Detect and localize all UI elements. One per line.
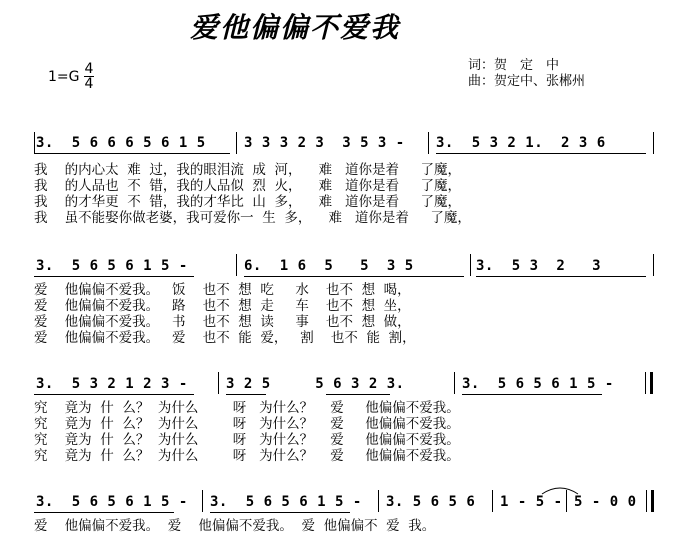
key-signature [48,62,94,91]
song-title: 爱他偏偏不爱我 [190,11,401,44]
time-signature [84,62,95,91]
beam-underline [34,276,194,277]
lyric-line: 爱 他偏偏不爱我。 饭 也不 想 吃 水 也不 想 喝， [34,282,411,298]
final-barline-thick [651,490,654,512]
beam-underline [326,394,390,395]
barline [218,372,219,394]
repeat-barline [645,372,646,394]
barline [454,372,455,394]
measure-notes: 3. 5 6 5 6 [386,494,476,510]
beam-underline [34,394,194,395]
beam-underline [226,394,266,395]
lyric-line: 我 的内心太 难 过，我的眼泪流 成 河， 难 道你是着 了魔， [34,162,461,178]
barline [202,490,203,512]
lyric-line: 我 的人品也 不 错，我的人品似 烈 火， 难 道你是看 了魔， [34,178,461,194]
tie-arc [540,484,580,496]
measure-notes: 3 3 3 2 3 3 5 3 - [244,135,405,151]
beam-underline [34,153,230,154]
barline [378,490,379,512]
beam-underline [462,394,602,395]
lyric-line: 我 虽不能娶你做老婆，我可爱你一 生 多， 难 道你是着 了魔， [34,210,471,226]
measure-notes: 3. 5 3 2 1 2 3 - [36,376,188,392]
measure-notes: 1 - 5 - [500,494,563,510]
composer-credit: 曲：贺定中、张郴州 [468,74,586,89]
lyric-line: 究 竟为 什 么？ 为什么 呀 为什么？ 爱 他偏偏不爱我。 [34,432,460,448]
lyric-line: 爱 他偏偏不爱我。 爱 他偏偏不爱我。 爱 他偏偏不 爱 我。 [34,518,436,534]
lyric-line: 究 竟为 什 么？ 为什么 呀 为什么？ 爱 他偏偏不爱我。 [34,400,460,416]
time-signature-top: 4 [84,61,94,77]
measure-notes: 3 2 5 5 6 3 2 3. [226,376,405,392]
lyric-line: 究 竟为 什 么？ 为什么 呀 为什么？ 爱 他偏偏不爱我。 [34,416,460,432]
measure-notes: 6. 1 6 5 5 3 5 [244,258,414,274]
barline [236,254,237,276]
beam-underline [34,512,174,513]
lyric-line: 爱 他偏偏不爱我。 爱 也不 能 爱， 割 也不 能 割， [34,330,416,346]
lyric-line: 究 竟为 什 么？ 为什么 呀 为什么？ 爱 他偏偏不爱我。 [34,448,460,464]
measure-notes: 5 - 0 0 [574,494,637,510]
measure-notes: 3. 5 6 5 6 1 5 - [36,258,188,274]
measure-notes: 3. 5 6 5 6 1 5 - [210,494,362,510]
barline [492,490,493,512]
barline [428,132,429,154]
beam-underline [476,276,646,277]
barline [653,254,654,276]
key-label: 1=G [48,68,80,85]
measure-notes: 3. 5 3 2 3 [476,258,602,274]
lyricist-credit: 词：贺 定 中 [468,58,560,73]
beam-underline [244,276,464,277]
measure-notes: 3. 5 6 5 6 1 5 - [462,376,614,392]
repeat-barline-thick [650,372,653,394]
final-barline [646,490,647,512]
barline [34,132,35,154]
barline [470,254,471,276]
beam-underline [210,512,350,513]
barline [236,132,237,154]
measure-notes: 3. 5 6 6 6 5 6 1 5 [36,135,206,151]
time-signature-bottom: 4 [84,76,94,92]
barline [653,132,654,154]
measure-notes: 3. 5 3 2 1. 2 3 6 [436,135,606,151]
beam-underline [436,153,646,154]
measure-notes: 3. 5 6 5 6 1 5 - [36,494,188,510]
lyric-line: 爱 他偏偏不爱我。 书 也不 想 读 事 也不 想 做， [34,314,411,330]
lyric-line: 爱 他偏偏不爱我。 路 也不 想 走 车 也不 想 坐， [34,298,411,314]
lyric-line: 我 的才华更 不 错，我的才华比 山 多， 难 道你是看 了魔， [34,194,461,210]
